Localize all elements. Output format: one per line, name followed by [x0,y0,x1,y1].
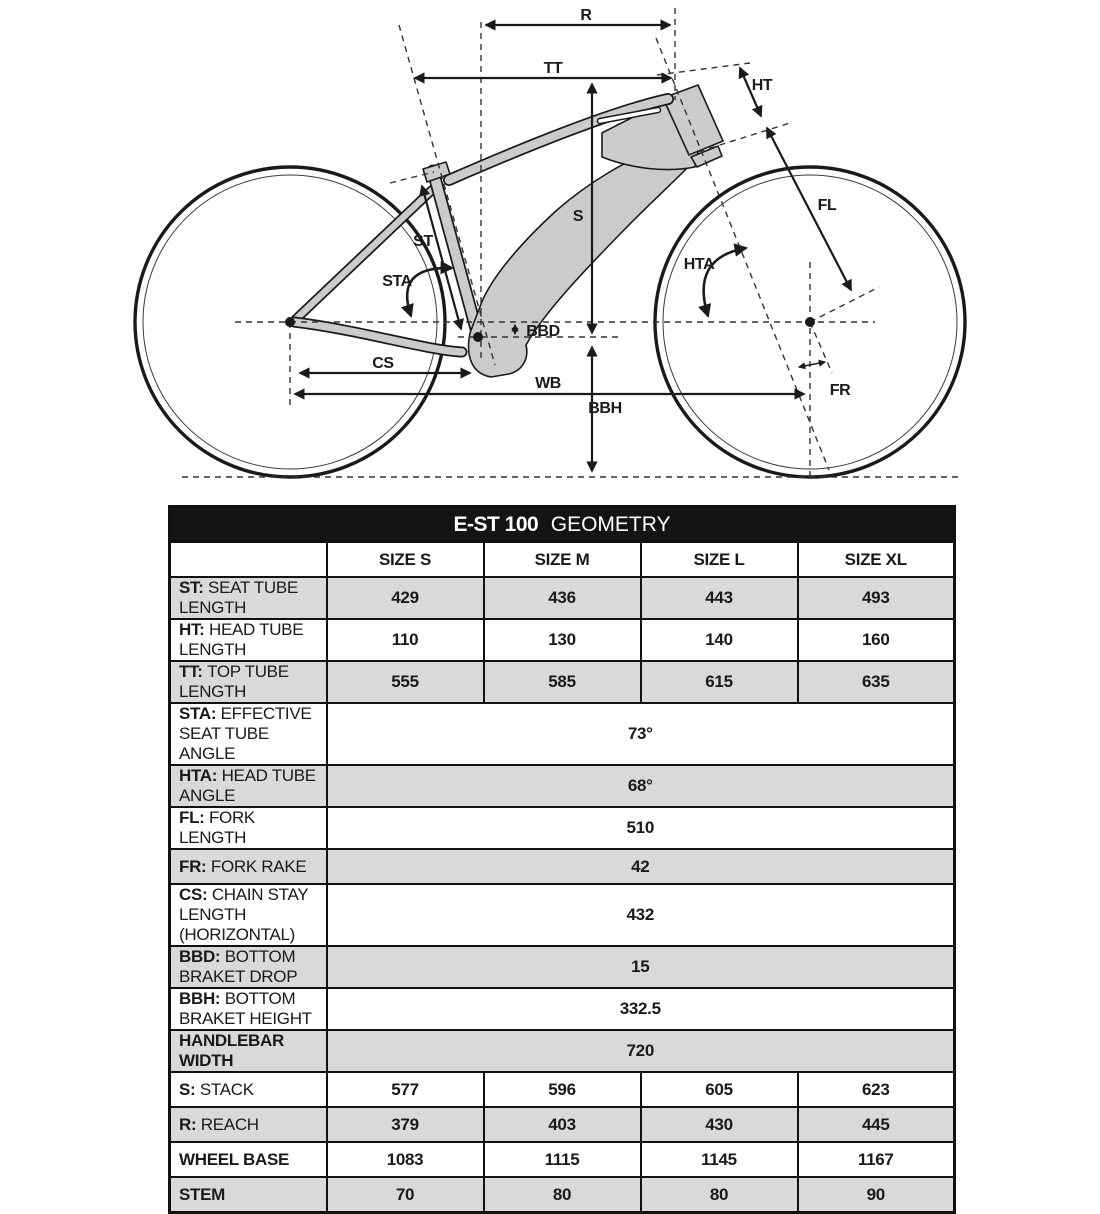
geometry-value: 555 [327,661,484,703]
rear-axle-dot [285,317,295,327]
table-row [170,807,955,849]
geometry-value: 1167 [798,1142,955,1177]
row-label-prefix: TT: [179,662,208,681]
front-axle-dot [805,317,815,327]
row-label-prefix: CS: [179,885,212,904]
row-label-prefix: ST: [179,578,209,597]
geometry-value: 596 [484,1072,641,1107]
table-row [170,849,955,884]
steering-axis [656,38,829,470]
table-row [170,765,955,807]
geometry-value: 443 [641,577,798,619]
table-row [170,1030,955,1072]
fork-length-arrow [767,128,851,290]
table-row [170,1107,955,1142]
geometry-value: 140 [641,619,798,661]
row-label-prefix: FR: [179,856,211,876]
table-title-word: GEOMETRY [550,512,671,536]
table-title [170,507,955,543]
geometry-value: 577 [327,1072,484,1107]
geometry-value-merged: 510 [327,807,955,849]
geometry-value: 90 [798,1177,955,1213]
geometry-value-merged: 720 [327,1030,955,1072]
geometry-value: 70 [327,1177,484,1213]
geometry-value: 379 [327,1107,484,1142]
label-cs: CS [372,355,394,372]
table-row [170,1177,955,1213]
label-hta: HTA [683,256,715,273]
geometry-value: 1145 [641,1142,798,1177]
row-label: R: REACH [170,1107,327,1142]
bike-geometry-diagram [0,0,1100,500]
label-r: R [580,7,592,24]
geometry-spec-table [168,505,956,1214]
geometry-value-merged: 432 [327,884,955,946]
row-label: WHEEL BASE [170,1142,327,1177]
geometry-value: 403 [484,1107,641,1142]
label-fl: FL [817,197,837,214]
table-row [170,619,955,661]
geometry-value: 110 [327,619,484,661]
axle-perpendicular [810,287,879,322]
label-ht: HT [751,77,773,94]
geometry-value: 429 [327,577,484,619]
geometry-value-merged: 73° [327,703,955,765]
label-st: ST [413,233,433,250]
geometry-value: 160 [798,619,955,661]
geometry-table [168,505,956,1204]
size-header-empty [170,542,327,577]
table-row [170,1142,955,1177]
row-label-prefix: STA: [179,704,221,723]
fork-offset-line [810,322,832,373]
row-label: TT: TOP TUBE LENGTH [170,661,327,703]
geometry-value: 585 [484,661,641,703]
row-label: BBD: BOTTOM BRAKET DROP [170,946,327,988]
size-header-size-m: SIZE M [484,542,641,577]
geometry-value: 430 [641,1107,798,1142]
geometry-value: 615 [641,661,798,703]
label-bbh: BBH [588,400,622,417]
geometry-value: 130 [484,619,641,661]
head-top-tick [657,63,750,75]
geometry-value-merged: 42 [327,849,955,884]
row-label: CS: CHAIN STAY LENGTH (HORIZONTAL) [170,884,327,946]
row-label: HTA: HEAD TUBE ANGLE [170,765,327,807]
geometry-value-merged: 15 [327,946,955,988]
frame [294,85,723,377]
row-label-prefix: HTA: [179,766,222,785]
geometry-value: 1115 [484,1142,641,1177]
label-bbd: BBD [526,323,560,340]
geometry-value: 80 [484,1177,641,1213]
row-label-prefix: BBH: [179,989,225,1008]
label-s: S [572,208,584,225]
label-wb: WB [535,375,561,392]
table-row [170,988,955,1030]
size-header-size-l: SIZE L [641,542,798,577]
geometry-value: 623 [798,1072,955,1107]
geometry-value-merged: 68° [327,765,955,807]
row-label: BBH: BOTTOM BRAKET HEIGHT [170,988,327,1030]
seat-tube-axis [399,25,495,365]
row-label: S: STACK [170,1072,327,1107]
row-label-prefix: HT: [179,620,209,639]
row-label: STA: EFFECTIVE SEAT TUBE ANGLE [170,703,327,765]
label-fr: FR [829,382,851,399]
row-label: FL: FORK LENGTH [170,807,327,849]
table-row [170,946,955,988]
table-title-model: E-ST 100 [453,512,539,536]
row-label-prefix: FL: [179,808,209,827]
geometry-value: 493 [798,577,955,619]
table-row [170,884,955,946]
row-label-prefix: BBD: [179,947,225,966]
geometry-value: 635 [798,661,955,703]
geometry-value: 1083 [327,1142,484,1177]
size-header-size-xl: SIZE XL [798,542,955,577]
table-title-row [170,507,955,543]
label-tt: TT [543,60,563,77]
row-label: STEM [170,1177,327,1213]
table-row [170,703,955,765]
bottom-bracket-dot [473,332,483,342]
label-sta: STA [382,273,412,290]
size-header-size-s: SIZE S [327,542,484,577]
row-label: HT: HEAD TUBE LENGTH [170,619,327,661]
geometry-value: 445 [798,1107,955,1142]
geometry-value: 605 [641,1072,798,1107]
table-row [170,577,955,619]
down-tube [469,147,697,377]
row-label-prefix: S: [179,1079,200,1099]
geometry-value-merged: 332.5 [327,988,955,1030]
table-row [170,1072,955,1107]
row-label-prefix: R: [179,1114,201,1134]
fork-rake-arrow [799,362,825,367]
size-header-row [170,542,955,577]
geometry-value: 80 [641,1177,798,1213]
row-label: FR: FORK RAKE [170,849,327,884]
row-label: HANDLEBAR WIDTH [170,1030,327,1072]
table-row [170,661,955,703]
row-label: ST: SEAT TUBE LENGTH [170,577,327,619]
geometry-value: 436 [484,577,641,619]
